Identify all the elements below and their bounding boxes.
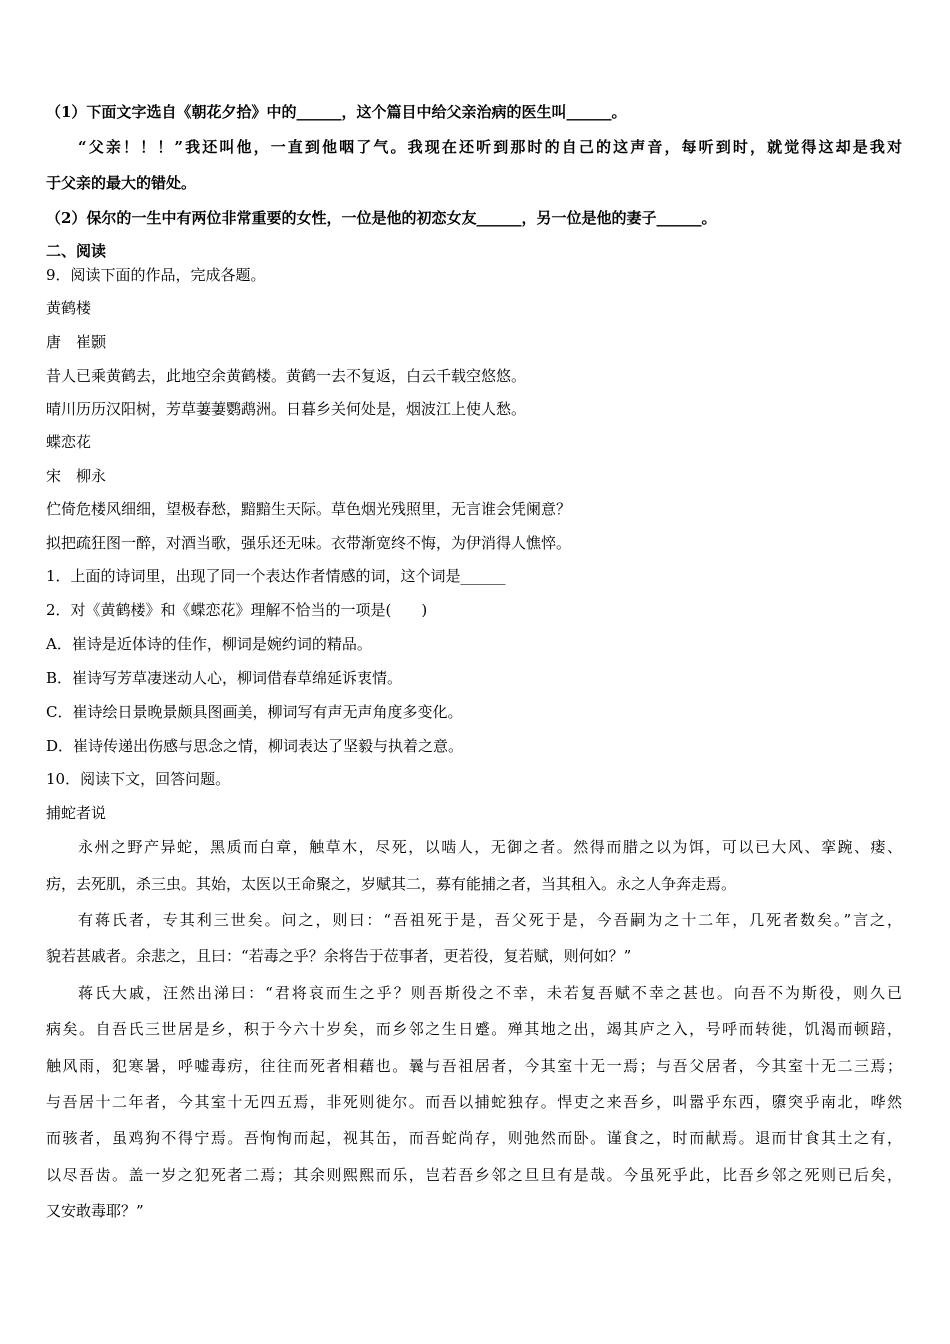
- sub-question-1: 1．上面的诗词里，出现了同一个表达作者情感的词，这个词是______: [46, 567, 506, 585]
- section-heading: 二、阅读: [46, 242, 107, 260]
- question-2-line: （2）保尔的一生中有两位非常重要的女性，一位是他的初恋女友______，另一位是他的妻子______。: [46, 209, 717, 227]
- question-10-prompt: 10．阅读下文，回答问题。: [46, 770, 231, 788]
- essay-paragraph-line: 触风雨，犯寒暑，呼嘘毒疠，往往而死者相藉也。曩与吾祖居者，今其室十无一焉；与吾父居者，今其室十无二三焉；: [46, 1057, 902, 1075]
- essay-paragraph-line: 与吾居十二年者，今其室十无四五焉，非死则徙尔。而吾以捕蛇独存。悍吏之来吾乡，叫嚣乎东西，隳突乎南北，哗然: [46, 1093, 902, 1111]
- question-9-prompt: 9．阅读下面的作品，完成各题。: [46, 266, 266, 284]
- poem-1-title: 黄鹤楼: [46, 299, 92, 317]
- poem-1-line-1: 昔人已乘黄鹤去，此地空余黄鹤楼。黄鹤一去不复返，白云千载空悠悠。: [46, 367, 527, 385]
- quote-line-1: “父亲！！！”我还叫他，一直到他咽了气。我现在还听到那时的自己的这声音，每听到时，就觉得这却是我对: [78, 138, 902, 156]
- essay-paragraph-line: 病矣。自吾氏三世居是乡，积于今六十岁矣，而乡邻之生日蹙。殚其地之出，竭其庐之入，号呼而转徙，饥渴而顿踣，: [46, 1020, 902, 1038]
- essay-paragraph-line: 而骇者，虽鸡狗不得宁焉。吾恂恂而起，视其缶，而吾蛇尚存，则弛然而卧。谨食之，时而献焉。退而甘食其土之有，: [46, 1129, 902, 1147]
- essay-paragraph-line: 有蒋氏者，专其利三世矣。问之，则曰：“吾祖死于是，吾父死于是，今吾嗣为之十二年，几死者数矣。”言之，: [78, 911, 902, 929]
- poem-1-author: 唐 崔颢: [46, 333, 107, 351]
- essay-paragraph-line: 以尽吾齿。盖一岁之犯死者二焉；其余则熙熙而乐，岂若吾乡邻之旦旦有是哉。今虽死乎此，比吾乡邻之死则已后矣，: [46, 1166, 902, 1184]
- poem-2-author: 宋 柳永: [46, 467, 107, 485]
- poem-2-line-1: 伫倚危楼风细细，望极春愁，黯黯生天际。草色烟光残照里，无言谁会凭阑意？: [46, 500, 572, 518]
- essay-title: 捕蛇者说: [46, 804, 107, 822]
- option-c: C．崔诗绘日景晚景颇具图画美，柳词写有声无声角度多变化。: [46, 703, 463, 721]
- poem-2-title: 蝶恋花: [46, 433, 92, 451]
- poem-1-line-2: 晴川历历汉阳树，芳草萋萋鹦鹉洲。日暮乡关何处是，烟波江上使人愁。: [46, 400, 527, 418]
- essay-paragraph-line: 永州之野产异蛇，黑质而白章，触草木，尽死，以啮人，无御之者。然得而腊之以为饵，可以已大风、挛踠、瘘、: [78, 838, 902, 856]
- poem-2-line-2: 拟把疏狂图一醉，对酒当歌，强乐还无味。衣带渐宽终不悔，为伊消得人憔悴。: [46, 534, 572, 552]
- option-a: A．崔诗是近体诗的佳作，柳词是婉约词的精品。: [46, 635, 372, 653]
- sub-question-2: 2．对《黄鹤楼》和《蝶恋花》理解不恰当的一项是( ): [46, 601, 428, 619]
- option-b: B．崔诗写芳草凄迷动人心，柳词借春草绵延诉衷情。: [46, 669, 403, 687]
- quote-line-2: 于父亲的最大的错处。: [46, 174, 197, 192]
- essay-paragraph-line: 疠，去死肌，杀三虫。其始，太医以王命聚之，岁赋其二，募有能捕之者，当其租入。永之人争奔走焉。: [46, 875, 737, 893]
- question-1-line: （1）下面文字选自《朝花夕拾》中的______，这个篇目中给父亲治病的医生叫______。: [46, 103, 627, 121]
- essay-paragraph-line: 貌若甚戚者。余悲之，且曰：“若毒之乎？余将告于莅事者，更若役，复若赋，则何如？”: [46, 947, 632, 965]
- option-d: D．崔诗传递出伤感与思念之情，柳词表达了坚毅与执着之意。: [46, 737, 464, 755]
- essay-paragraph-line: 蒋氏大戚，汪然出涕曰：“君将哀而生之乎？则吾斯役之不幸，未若复吾赋不幸之甚也。向吾不为斯役，则久已: [78, 984, 902, 1002]
- essay-paragraph-line: 又安敢毒耶？”: [46, 1202, 144, 1220]
